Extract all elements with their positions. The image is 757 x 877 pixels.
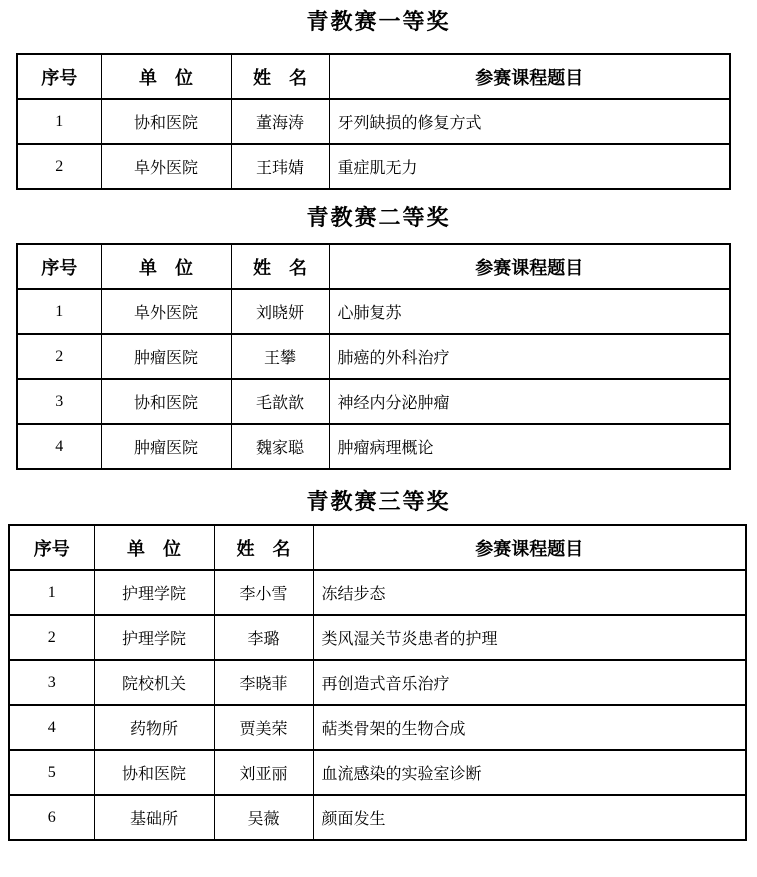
cell-topic: 心肺复苏	[329, 289, 730, 334]
header-row	[17, 54, 730, 99]
cell-name: 毛歆歆	[231, 379, 329, 424]
header-row	[17, 244, 730, 289]
cell-index: 2	[9, 615, 94, 660]
column-header-name: 姓 名	[214, 525, 313, 570]
table-row	[9, 795, 746, 840]
cell-name: 魏家聪	[231, 424, 329, 469]
column-header-unit: 单 位	[101, 244, 231, 289]
cell-index: 1	[9, 570, 94, 615]
cell-name: 王攀	[231, 334, 329, 379]
cell-unit: 协和医院	[101, 99, 231, 144]
cell-unit: 阜外医院	[101, 144, 231, 189]
column-header-topic: 参赛课程题目	[329, 244, 730, 289]
cell-unit: 协和医院	[101, 379, 231, 424]
section-third-prize	[0, 489, 757, 841]
cell-unit: 院校机关	[94, 660, 214, 705]
cell-topic: 再创造式音乐治疗	[313, 660, 746, 705]
table-header	[17, 54, 730, 99]
column-header-topic: 参赛课程题目	[313, 525, 746, 570]
column-header-index: 序号	[17, 54, 101, 99]
header-row	[9, 525, 746, 570]
cell-name: 吴薇	[214, 795, 313, 840]
cell-topic: 神经内分泌肿瘤	[329, 379, 730, 424]
cell-topic: 牙列缺损的修复方式	[329, 99, 730, 144]
table-row	[9, 570, 746, 615]
cell-name: 李晓菲	[214, 660, 313, 705]
column-header-unit: 单 位	[94, 525, 214, 570]
section-first-prize	[0, 0, 757, 190]
table-row	[17, 289, 730, 334]
table-row	[17, 424, 730, 469]
table-row	[9, 615, 746, 660]
column-header-unit: 单 位	[101, 54, 231, 99]
table-row	[17, 144, 730, 189]
table-body	[9, 570, 746, 840]
cell-index: 3	[9, 660, 94, 705]
cell-topic: 萜类骨架的生物合成	[313, 705, 746, 750]
table-row	[17, 379, 730, 424]
cell-index: 1	[17, 99, 101, 144]
cell-topic: 类风湿关节炎患者的护理	[313, 615, 746, 660]
award-table-first-prize	[16, 53, 731, 190]
table-row	[17, 99, 730, 144]
cell-unit: 肿瘤医院	[101, 424, 231, 469]
table-row	[17, 334, 730, 379]
cell-name: 贾美荣	[214, 705, 313, 750]
cell-unit: 肿瘤医院	[101, 334, 231, 379]
column-header-topic: 参赛课程题目	[329, 54, 730, 99]
cell-unit: 药物所	[94, 705, 214, 750]
cell-topic: 重症肌无力	[329, 144, 730, 189]
column-header-index: 序号	[17, 244, 101, 289]
table-body	[17, 289, 730, 469]
cell-index: 5	[9, 750, 94, 795]
cell-name: 董海涛	[231, 99, 329, 144]
cell-unit: 护理学院	[94, 570, 214, 615]
column-header-name: 姓 名	[231, 54, 329, 99]
cell-name: 刘晓妍	[231, 289, 329, 334]
cell-name: 李璐	[214, 615, 313, 660]
cell-unit: 护理学院	[94, 615, 214, 660]
section-title: 青教赛一等奖	[306, 9, 451, 34]
table-header	[9, 525, 746, 570]
cell-topic: 颜面发生	[313, 795, 746, 840]
column-header-index: 序号	[9, 525, 94, 570]
cell-unit: 基础所	[94, 795, 214, 840]
cell-index: 2	[17, 334, 101, 379]
cell-index: 3	[17, 379, 101, 424]
table-row	[9, 660, 746, 705]
cell-topic: 肺癌的外科治疗	[329, 334, 730, 379]
cell-index: 2	[17, 144, 101, 189]
cell-topic: 肿瘤病理概论	[329, 424, 730, 469]
cell-index: 1	[17, 289, 101, 334]
cell-unit: 协和医院	[94, 750, 214, 795]
cell-topic: 冻结步态	[313, 570, 746, 615]
column-header-name: 姓 名	[231, 244, 329, 289]
table-row	[9, 705, 746, 750]
cell-index: 6	[9, 795, 94, 840]
cell-name: 王玮婧	[231, 144, 329, 189]
section-title: 青教赛二等奖	[306, 205, 451, 230]
section-title: 青教赛三等奖	[306, 489, 451, 514]
cell-name: 李小雪	[214, 570, 313, 615]
section-second-prize	[0, 205, 757, 470]
cell-name: 刘亚丽	[214, 750, 313, 795]
table-row	[9, 750, 746, 795]
cell-topic: 血流感染的实验室诊断	[313, 750, 746, 795]
table-body	[17, 99, 730, 189]
cell-index: 4	[9, 705, 94, 750]
cell-index: 4	[17, 424, 101, 469]
cell-unit: 阜外医院	[101, 289, 231, 334]
table-header	[17, 244, 730, 289]
award-table-second-prize	[16, 243, 731, 470]
award-table-third-prize	[8, 524, 747, 841]
